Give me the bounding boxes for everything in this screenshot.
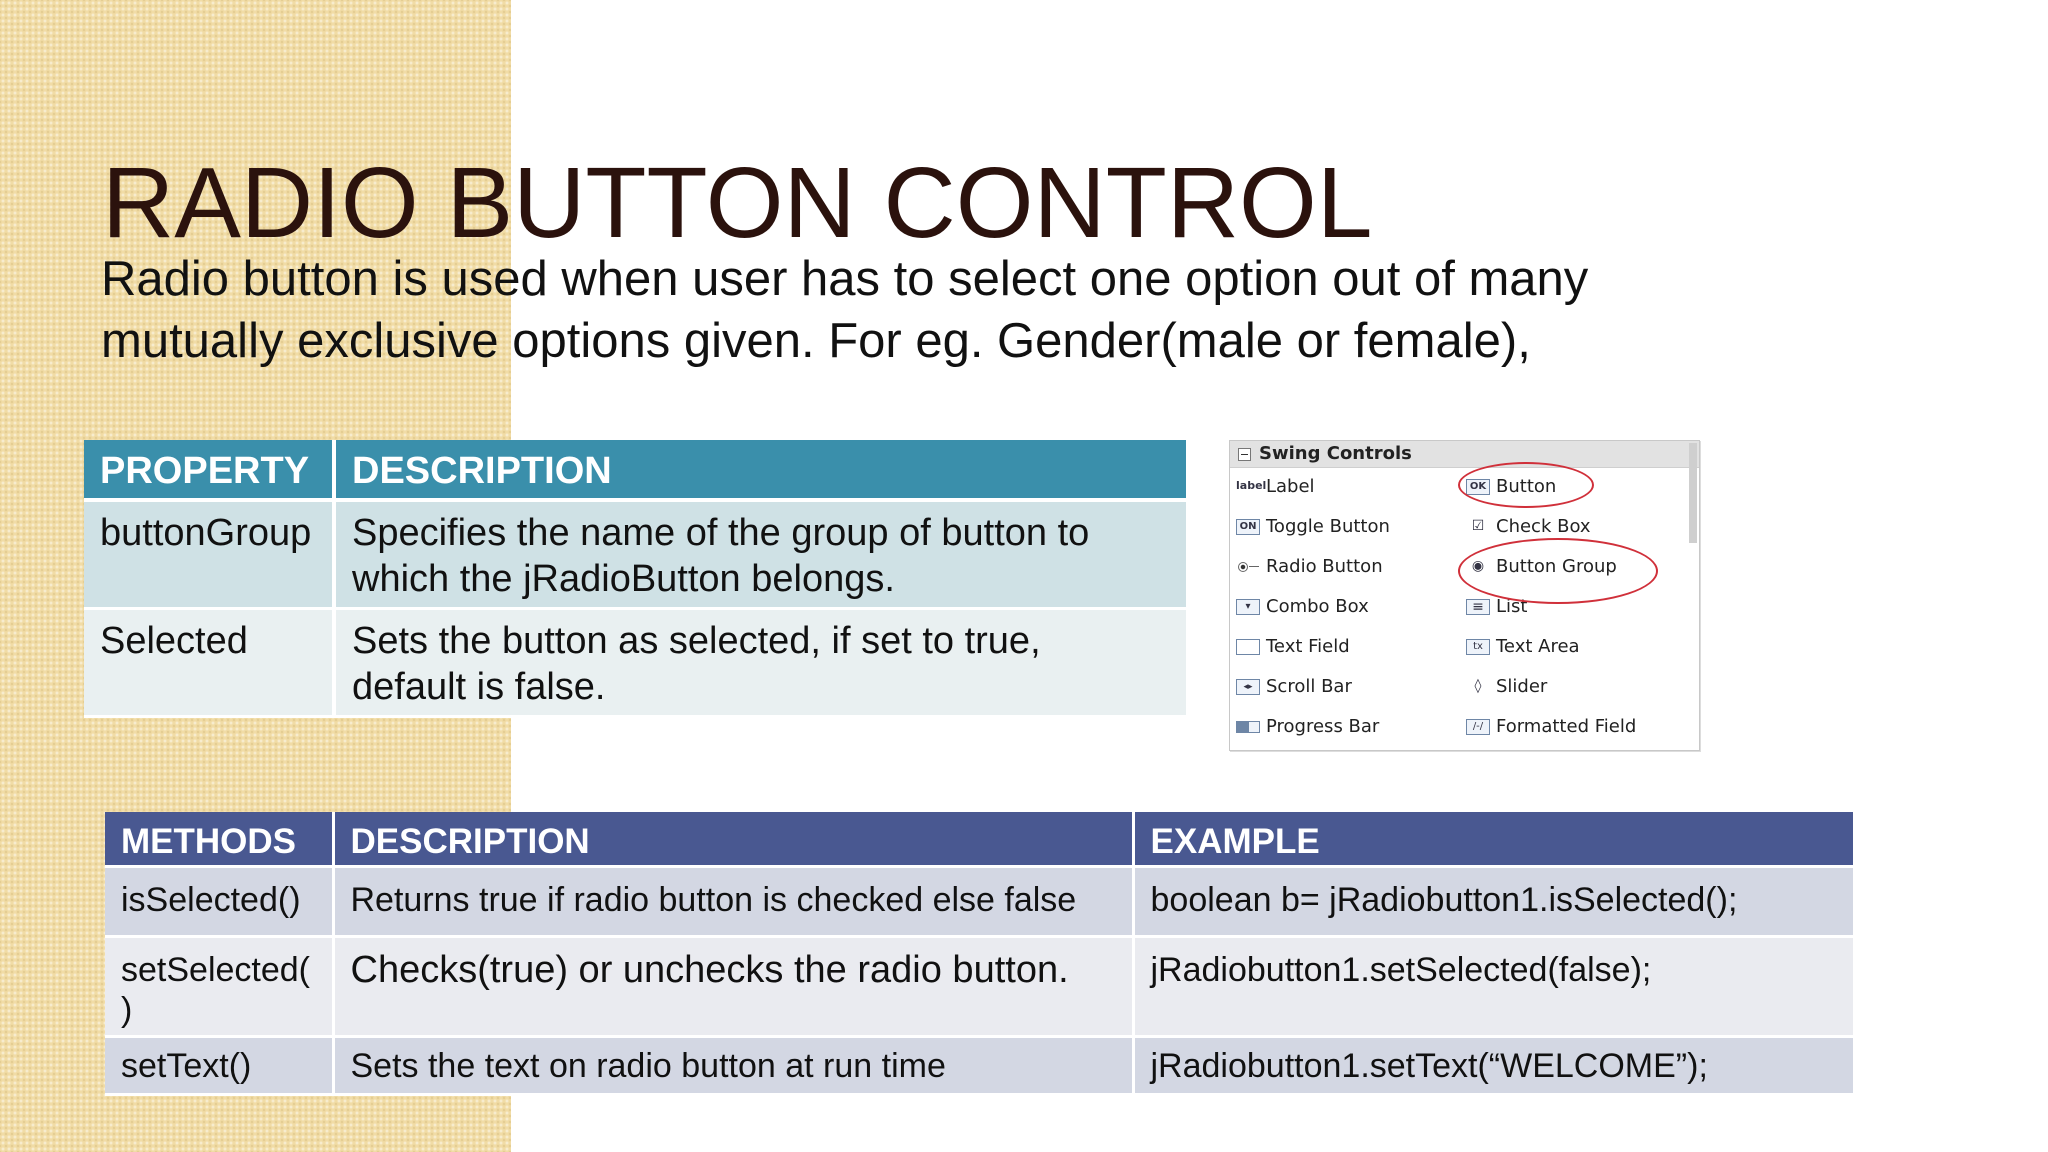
radio-button-icon (1236, 559, 1260, 575)
header-methods: METHODS (105, 812, 333, 866)
method-line: setSelected( (121, 950, 310, 989)
table-row (105, 1036, 1853, 1094)
method-line: ) (121, 990, 133, 1029)
method-cell (105, 866, 333, 936)
check-box-icon: ☑ (1471, 518, 1485, 534)
palette-item-text: Combo Box (1266, 596, 1369, 617)
toggle-button-icon: ON (1236, 519, 1260, 535)
description-line: which the jRadioButton belongs. (352, 558, 895, 600)
palette-item-text: List (1496, 596, 1528, 617)
palette-item-combo-box[interactable] (1236, 594, 1369, 620)
table-row (84, 500, 1186, 608)
collapse-icon[interactable] (1238, 448, 1251, 461)
description-line: Sets the button as selected, if set to true, (352, 619, 1041, 662)
description-cell (334, 608, 1186, 716)
palette-item-text-area[interactable] (1466, 634, 1580, 660)
swing-controls-palette (1229, 440, 1700, 751)
property-cell: buttonGroup (84, 500, 334, 608)
progress-bar-icon (1236, 721, 1260, 733)
intro-line: Radio button is used when user has to select one option out of many (101, 252, 1589, 306)
description-cell: Returns true if radio button is checked else false (333, 866, 1133, 936)
list-icon: ≡ (1466, 599, 1490, 615)
description-line: Specifies the name of the group of button to (352, 512, 1090, 554)
scroll-bar-icon: ◂▸ (1236, 679, 1260, 695)
palette-item-scroll-bar[interactable] (1236, 674, 1352, 700)
palette-header[interactable] (1230, 441, 1699, 468)
example-cell: jRadiobutton1.setSelected(false); (1133, 936, 1853, 1036)
method-cell (105, 1036, 333, 1094)
palette-item-text: Text Field (1266, 636, 1350, 657)
button-group-icon: ◉ (1471, 558, 1485, 574)
property-table (84, 440, 1186, 718)
palette-item-text: Progress Bar (1266, 716, 1380, 737)
header-property: PROPERTY (84, 440, 334, 500)
palette-item-text: Label (1266, 476, 1315, 497)
palette-item-text: Scroll Bar (1266, 676, 1352, 697)
label-icon: label (1236, 479, 1267, 492)
method-line: setText() (121, 1046, 252, 1085)
slider-icon: ◊ (1474, 678, 1482, 694)
palette-item-text-field[interactable] (1236, 634, 1350, 660)
palette-item-text: Button (1496, 476, 1557, 497)
methods-table (105, 812, 1853, 1096)
property-cell: Selected (84, 608, 334, 716)
description-cell: Checks(true) or unchecks the radio button. (333, 936, 1133, 1036)
palette-item-text: Button Group (1496, 556, 1617, 577)
header-example: EXAMPLE (1133, 812, 1853, 866)
header-description: DESCRIPTION (334, 440, 1186, 500)
methods-table-header (105, 812, 1853, 866)
palette-item-formatted-field[interactable] (1466, 714, 1636, 740)
palette-item-text: Text Area (1496, 636, 1580, 657)
palette-item-text: Radio Button (1266, 556, 1383, 577)
method-line: isSelected() (121, 880, 301, 919)
palette-item-text: Formatted Field (1496, 716, 1637, 737)
example-cell: jRadiobutton1.setText(“WELCOME”); (1133, 1036, 1853, 1094)
palette-item-toggle-button[interactable] (1236, 514, 1390, 540)
description-line: default is false. (352, 665, 606, 708)
highlight-ellipse (1458, 462, 1594, 508)
button-icon: OK (1466, 479, 1490, 495)
formatted-field-icon: /-/ (1466, 719, 1490, 735)
palette-item-text: Check Box (1496, 516, 1591, 537)
palette-item-check-box[interactable] (1466, 514, 1591, 540)
text-area-icon: tx (1466, 639, 1490, 655)
table-row (84, 608, 1186, 716)
text-field-icon (1236, 639, 1260, 655)
intro-paragraph (101, 248, 1701, 372)
intro-line: mutually exclusive options given. For eg. Gender(male or female), (101, 314, 1531, 368)
method-cell (105, 936, 333, 1036)
example-cell: boolean b= jRadiobutton1.isSelected(); (1133, 866, 1853, 936)
palette-item-label[interactable] (1236, 474, 1315, 500)
table-row (105, 936, 1853, 1036)
description-cell: Sets the text on radio button at run time (333, 1036, 1133, 1094)
palette-item-progress-bar[interactable] (1236, 714, 1379, 740)
palette-item-text: Slider (1496, 676, 1548, 697)
description-cell (334, 500, 1186, 608)
palette-item-radio-button[interactable] (1236, 554, 1383, 580)
highlight-ellipse (1458, 538, 1658, 604)
combo-box-icon: ▾ (1236, 599, 1260, 615)
header-description: DESCRIPTION (333, 812, 1133, 866)
palette-item-slider[interactable] (1466, 674, 1547, 700)
table-row (105, 866, 1853, 936)
property-table-header (84, 440, 1186, 500)
palette-title: Swing Controls (1259, 443, 1412, 464)
palette-scrollbar[interactable] (1689, 443, 1697, 543)
palette-item-text: Toggle Button (1266, 516, 1390, 537)
slide-title: RADIO BUTTON CONTROL (102, 147, 1373, 259)
